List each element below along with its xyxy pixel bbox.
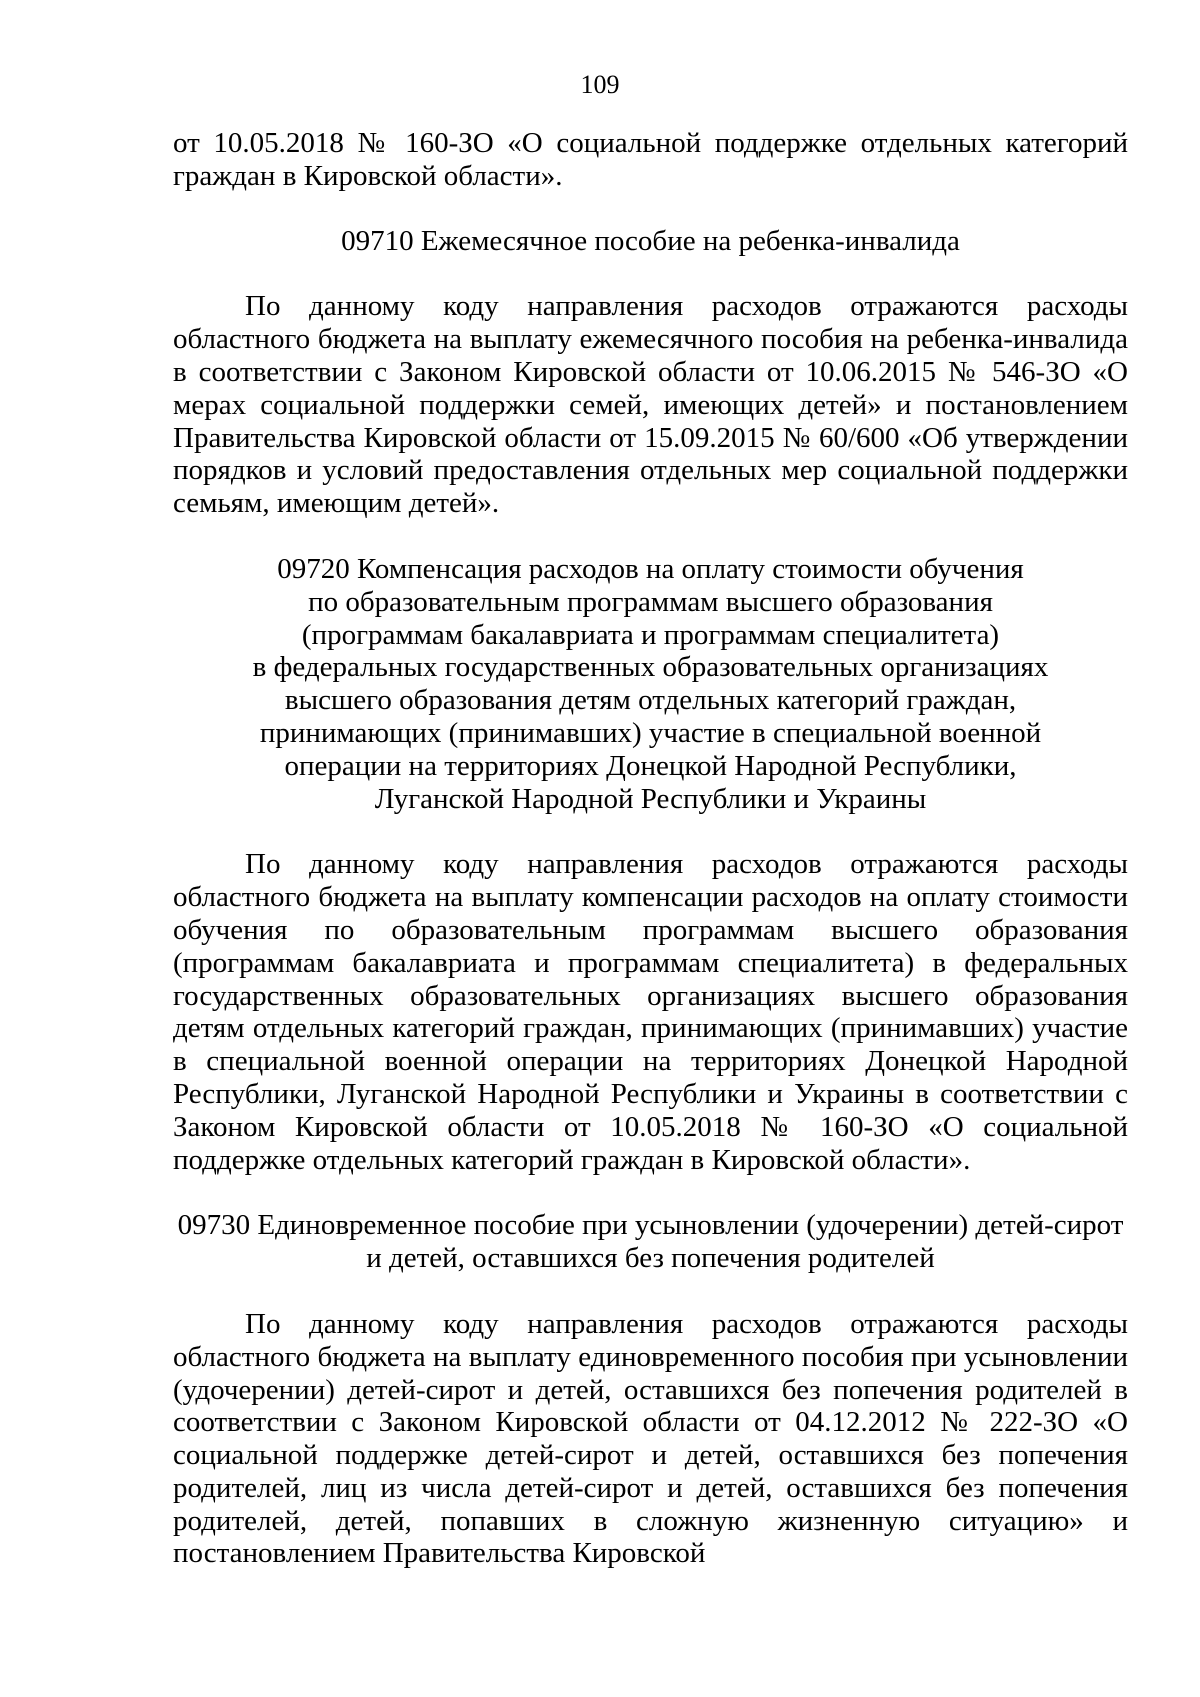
heading-line: по образовательным программам высшего образования: [308, 585, 993, 618]
page-number: 109: [580, 70, 620, 99]
heading-line: 09730 Единовременное пособие при усыновлении (удочерении) детей-сирот: [177, 1209, 1124, 1242]
heading-line: 09710 Ежемесячное пособие на ребенка-инвалида: [341, 224, 960, 257]
heading-line: Луганской Народной Республики и Украины: [374, 782, 927, 815]
paragraph-09710: По данному коду направления расходов отражаются расходы областного бюджета на выплату ежемесячного пособия на ребенка-инвалида в соответствии с Законом Кировской области от 10.06.2015 № 546-ЗО «О мерах социальной поддержки семей, имеющих детей» и постановлением Правительства Кировской области от 15.09.2015 № 60/600 «Об утверждении порядков и условий предоставления отдельных мер социальной поддержки семьям, имеющим детей».: [173, 290, 1128, 520]
section-heading-09730: [173, 1209, 1128, 1275]
section-heading-09720: [173, 553, 1128, 815]
heading-line: 09720 Компенсация расходов на оплату стоимости обучения: [277, 552, 1024, 585]
paragraph-09730: По данному коду направления расходов отражаются расходы областного бюджета на выплату единовременного пособия при усыновлении (удочерении) детей-сирот и детей, оставшихся без попечения родителей в соответствии с Законом Кировской области от 04.12.2012 № 222-ЗО «О социальной поддержке детей-сирот и детей, оставшихся без попечения родителей, лиц из числа детей-сирот и детей, оставшихся без попечения родителей, детей, попавших в сложную жизненную ситуацию» и постановлением Правительства Кировской: [173, 1307, 1128, 1570]
heading-line: высшего образования детям отдельных категорий граждан,: [284, 684, 1017, 717]
heading-line: (программам бакалавриата и программам специалитета): [301, 618, 1000, 651]
document-body: [173, 127, 1128, 1570]
section-heading-09710: [173, 225, 1128, 258]
paragraph-09720: По данному коду направления расходов отражаются расходы областного бюджета на выплату компенсации расходов на оплату стоимости обучения по образовательным программам высшего образования (программам бакалавриата и программам специалитета) в федеральных государственных образовательных организациях высшего образования детям отдельных категорий граждан, принимающих (принимавших) участие в специальной военной операции на территориях Донецкой Народной Республики, Луганской Народной Республики и Украины в соответствии с Законом Кировской области от 10.05.2018 № 160-ЗО «О социальной поддержке отдельных категорий граждан в Кировской области».: [173, 848, 1128, 1176]
heading-line: принимающих (принимавших) участие в специальной военной: [259, 716, 1042, 749]
heading-line: операции на территориях Донецкой Народной Республики,: [284, 749, 1017, 782]
paragraph-intro-continuation: от 10.05.2018 № 160-ЗО «О социальной поддержке отдельных категорий граждан в Кировской области».: [173, 127, 1128, 192]
heading-line: и детей, оставшихся без попечения родителей: [366, 1242, 935, 1275]
heading-line: в федеральных государственных образовательных организациях: [252, 651, 1049, 684]
